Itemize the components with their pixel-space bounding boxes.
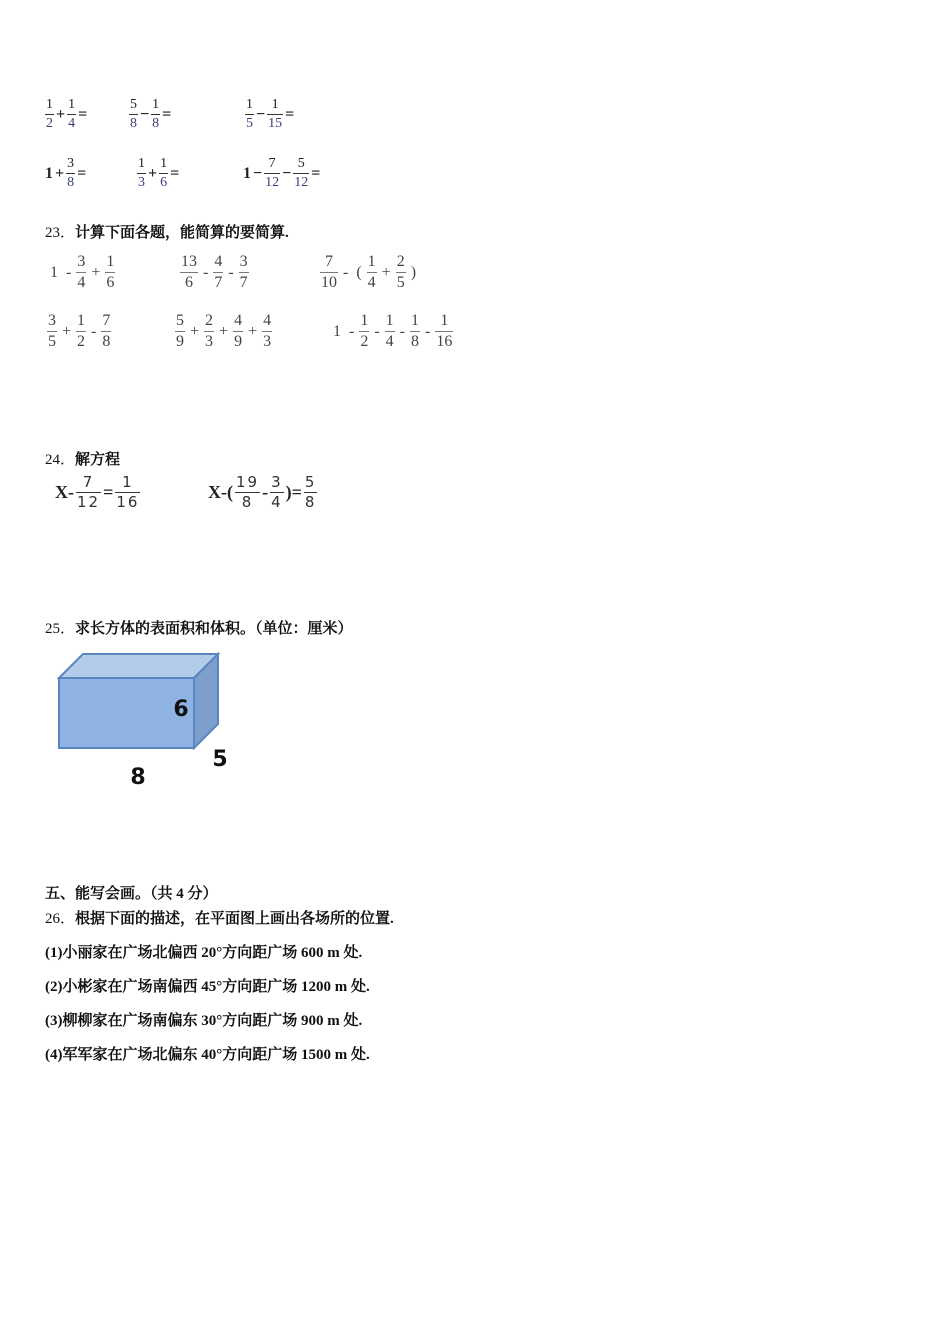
fraction — [76, 475, 101, 510]
cuboid-figure — [50, 648, 250, 793]
operator: − — [282, 164, 292, 182]
fraction — [385, 313, 395, 350]
numerator: 1 — [367, 253, 376, 270]
numerator: 1 — [46, 97, 53, 112]
section-title: 五、能写会画。（共 4 分） — [45, 886, 218, 902]
fraction — [67, 98, 76, 131]
list-item: (1)小丽家在广场北偏西 20°方向距广场 600 m 处. — [45, 945, 363, 961]
numerator: 5 — [130, 97, 137, 112]
fraction-bar — [151, 114, 160, 115]
question-number: 25． — [45, 621, 76, 637]
fraction — [359, 313, 369, 350]
operator: - — [66, 263, 72, 281]
question-text: 计算下面各题，能简算的要简算. — [75, 225, 289, 241]
fraction-bar — [180, 272, 198, 273]
fraction-bar — [105, 272, 115, 273]
fraction-bar — [101, 331, 111, 332]
expr — [46, 254, 116, 291]
operator: − — [253, 164, 263, 182]
term-text: 1 — [243, 164, 251, 182]
question-text: 解方程 — [75, 452, 121, 468]
fraction-bar — [175, 331, 185, 332]
fraction-bar — [233, 331, 243, 332]
fraction — [270, 475, 284, 510]
question-25-heading — [45, 617, 353, 638]
fraction-bar — [435, 331, 453, 332]
numerator: 13 — [181, 253, 197, 270]
fraction — [396, 254, 406, 291]
denominator: 3 — [138, 175, 145, 190]
operator: = — [77, 164, 87, 182]
numerator: 1 — [246, 97, 253, 112]
list-item: (2)小彬家在广场南偏西 45°方向距广场 1200 m 处. — [45, 979, 370, 995]
fraction-bar — [76, 272, 86, 273]
fraction — [235, 475, 260, 510]
denominator: 9 — [234, 333, 243, 350]
expr — [319, 254, 420, 291]
numerator: 1 — [77, 312, 86, 329]
cuboid-top-face — [59, 654, 218, 678]
fraction-bar — [385, 331, 395, 332]
numerator: 2 — [205, 312, 214, 329]
fraction-bar — [396, 272, 406, 273]
numerator: 5 — [304, 473, 317, 491]
numerator: 5 — [297, 156, 305, 171]
operator: + — [55, 164, 65, 182]
cuboid-height-label: 6 — [173, 697, 189, 722]
denominator: 6 — [160, 175, 168, 190]
denominator: 8 — [410, 333, 419, 350]
fraction-bar — [320, 272, 338, 273]
numerator: 1 — [410, 312, 419, 329]
fraction-bar — [264, 173, 280, 174]
fraction — [435, 313, 453, 350]
numerator: 1 — [106, 253, 115, 270]
fraction — [159, 157, 168, 190]
equation — [54, 475, 141, 510]
list-item: (3)柳柳家在广场南偏东 30°方向距广场 900 m 处. — [45, 1013, 363, 1029]
denominator: 8 — [152, 116, 160, 131]
expr — [46, 313, 112, 350]
fraction-bar — [47, 331, 57, 332]
question-text: 求长方体的表面积和体积。（单位：厘米） — [75, 621, 353, 637]
operator: = — [311, 164, 321, 182]
cuboid-length-label: 8 — [130, 765, 146, 790]
cuboid-width-label: 5 — [212, 747, 228, 772]
fraction-bar — [359, 331, 369, 332]
fraction — [320, 254, 338, 291]
operator: - — [399, 322, 405, 340]
fraction-bar — [239, 272, 249, 273]
numerator: 4 — [234, 312, 243, 329]
operator: - — [262, 482, 269, 502]
denominator: 2 — [77, 333, 86, 350]
denominator: 3 — [263, 333, 272, 350]
numerator: 4 — [263, 312, 272, 329]
operator: = — [78, 105, 88, 123]
fraction-bar — [67, 114, 76, 115]
fraction — [233, 313, 243, 350]
numerator: 5 — [176, 312, 184, 329]
denominator: 10 — [321, 274, 337, 291]
operator: − — [140, 105, 150, 123]
fraction — [293, 157, 309, 190]
term-text: X- — [55, 482, 74, 502]
fraction-bar — [45, 114, 54, 115]
operator: - — [228, 263, 234, 281]
operator: - — [349, 322, 355, 340]
denominator: 8 — [304, 493, 317, 511]
operator: + — [91, 263, 101, 281]
numerator: 19 — [236, 473, 260, 491]
fraction — [66, 157, 75, 190]
expr — [244, 98, 295, 131]
operator: - — [374, 322, 380, 340]
term-text: )= — [285, 482, 302, 502]
fraction-bar — [410, 331, 420, 332]
denominator: 6 — [106, 274, 115, 291]
fraction — [76, 254, 86, 291]
fraction-bar — [267, 114, 283, 115]
fraction-bar — [159, 173, 168, 174]
denominator: 8 — [241, 493, 254, 511]
expr — [329, 313, 454, 350]
operator: - — [91, 322, 97, 340]
fraction — [47, 313, 57, 350]
denominator: 4 — [77, 274, 86, 291]
question-24-heading — [45, 448, 120, 469]
denominator: 4 — [367, 274, 376, 291]
expr — [44, 157, 87, 190]
fraction — [264, 157, 280, 190]
fraction — [262, 313, 272, 350]
fraction — [76, 313, 86, 350]
expr — [242, 157, 321, 190]
fraction — [137, 157, 146, 190]
numerator: 3 — [48, 312, 56, 329]
numerator: 3 — [67, 156, 75, 171]
equation — [207, 475, 318, 510]
numerator: 7 — [102, 312, 111, 329]
denominator: 4 — [385, 333, 394, 350]
numerator: 3 — [239, 253, 248, 270]
denominator: 12 — [265, 175, 280, 190]
operator: - — [203, 263, 209, 281]
denominator: 5 — [246, 116, 253, 131]
expr — [44, 98, 88, 131]
operator: = — [162, 105, 172, 123]
question-23-heading — [45, 221, 289, 242]
denominator: 12 — [294, 175, 309, 190]
fraction — [180, 254, 198, 291]
denominator: 16 — [116, 493, 140, 511]
question-number: 23． — [45, 225, 76, 241]
numerator: 2 — [396, 253, 405, 270]
fraction — [129, 98, 138, 131]
fraction — [45, 98, 54, 131]
fraction — [151, 98, 160, 131]
operator: = — [170, 164, 180, 182]
operator: + — [56, 105, 66, 123]
fraction — [239, 254, 249, 291]
fraction — [204, 313, 214, 350]
fraction — [213, 254, 223, 291]
numerator: 1 — [271, 97, 279, 112]
numerator: 1 — [385, 312, 394, 329]
denominator: 4 — [271, 493, 283, 511]
fraction — [105, 254, 115, 291]
fraction-bar — [129, 114, 138, 115]
numerator: 1 — [160, 156, 168, 171]
fraction-bar — [204, 331, 214, 332]
operator: + — [148, 164, 158, 182]
denominator: 5 — [396, 274, 405, 291]
fraction — [245, 98, 254, 131]
fraction-bar — [262, 331, 272, 332]
fraction-bar — [213, 272, 223, 273]
question-number: 24． — [45, 452, 76, 468]
denominator: 16 — [436, 333, 453, 350]
numerator: 7 — [325, 253, 333, 270]
term-text: 1 — [333, 322, 341, 340]
fraction — [101, 313, 111, 350]
numerator: 4 — [214, 253, 223, 270]
term-text: X-( — [208, 482, 233, 502]
operator: = — [103, 482, 114, 502]
denominator: 8 — [67, 175, 75, 190]
numerator: 1 — [440, 312, 449, 329]
numerator: 1 — [68, 97, 76, 112]
numerator: 1 — [360, 312, 369, 329]
fraction — [410, 313, 420, 350]
operator: + — [248, 322, 258, 340]
operator: + — [62, 322, 72, 340]
operator: - — [343, 263, 349, 281]
fraction — [367, 254, 377, 291]
expr — [128, 98, 172, 131]
denominator: 3 — [205, 333, 214, 350]
denominator: 9 — [176, 333, 184, 350]
denominator: 12 — [77, 493, 101, 511]
fraction — [175, 313, 185, 350]
numerator: 1 — [138, 156, 145, 171]
numerator: 3 — [77, 253, 86, 270]
fraction — [115, 475, 140, 510]
term-text: ( — [356, 263, 362, 281]
denominator: 8 — [130, 116, 137, 131]
fraction-bar — [245, 114, 254, 115]
operator: = — [285, 105, 295, 123]
operator: - — [424, 322, 431, 340]
denominator: 6 — [185, 274, 193, 291]
term-text: ) — [410, 263, 417, 281]
operator: − — [256, 105, 266, 123]
numerator: 7 — [82, 473, 95, 491]
numerator: 3 — [271, 473, 283, 491]
expr — [136, 157, 180, 190]
numerator: 1 — [152, 97, 160, 112]
fraction — [304, 475, 318, 510]
expr — [179, 254, 250, 291]
fraction-bar — [293, 173, 309, 174]
operator: + — [190, 322, 200, 340]
fraction-bar — [137, 173, 146, 174]
question-text: 根据下面的描述，在平面图上画出各场所的位置. — [75, 911, 394, 927]
denominator: 5 — [48, 333, 56, 350]
fraction-bar — [66, 173, 75, 174]
denominator: 2 — [360, 333, 369, 350]
list-item: (4)军军家在广场北偏东 40°方向距广场 1500 m 处. — [45, 1047, 370, 1063]
term-text: 1 — [45, 164, 53, 182]
operator: + — [219, 322, 229, 340]
denominator: 8 — [102, 333, 111, 350]
expr — [174, 313, 273, 350]
term-text: 1 — [50, 263, 58, 281]
operator: + — [381, 263, 391, 281]
fraction-bar — [367, 272, 377, 273]
numerator: 7 — [268, 156, 276, 171]
denominator: 7 — [214, 274, 223, 291]
numerator: 1 — [122, 473, 134, 491]
denominator: 7 — [239, 274, 248, 291]
question-26-heading — [45, 907, 394, 928]
fraction — [267, 98, 283, 131]
fraction-bar — [76, 331, 86, 332]
denominator: 2 — [46, 116, 53, 131]
denominator: 4 — [68, 116, 76, 131]
denominator: 15 — [268, 116, 283, 131]
question-number: 26． — [45, 911, 76, 927]
